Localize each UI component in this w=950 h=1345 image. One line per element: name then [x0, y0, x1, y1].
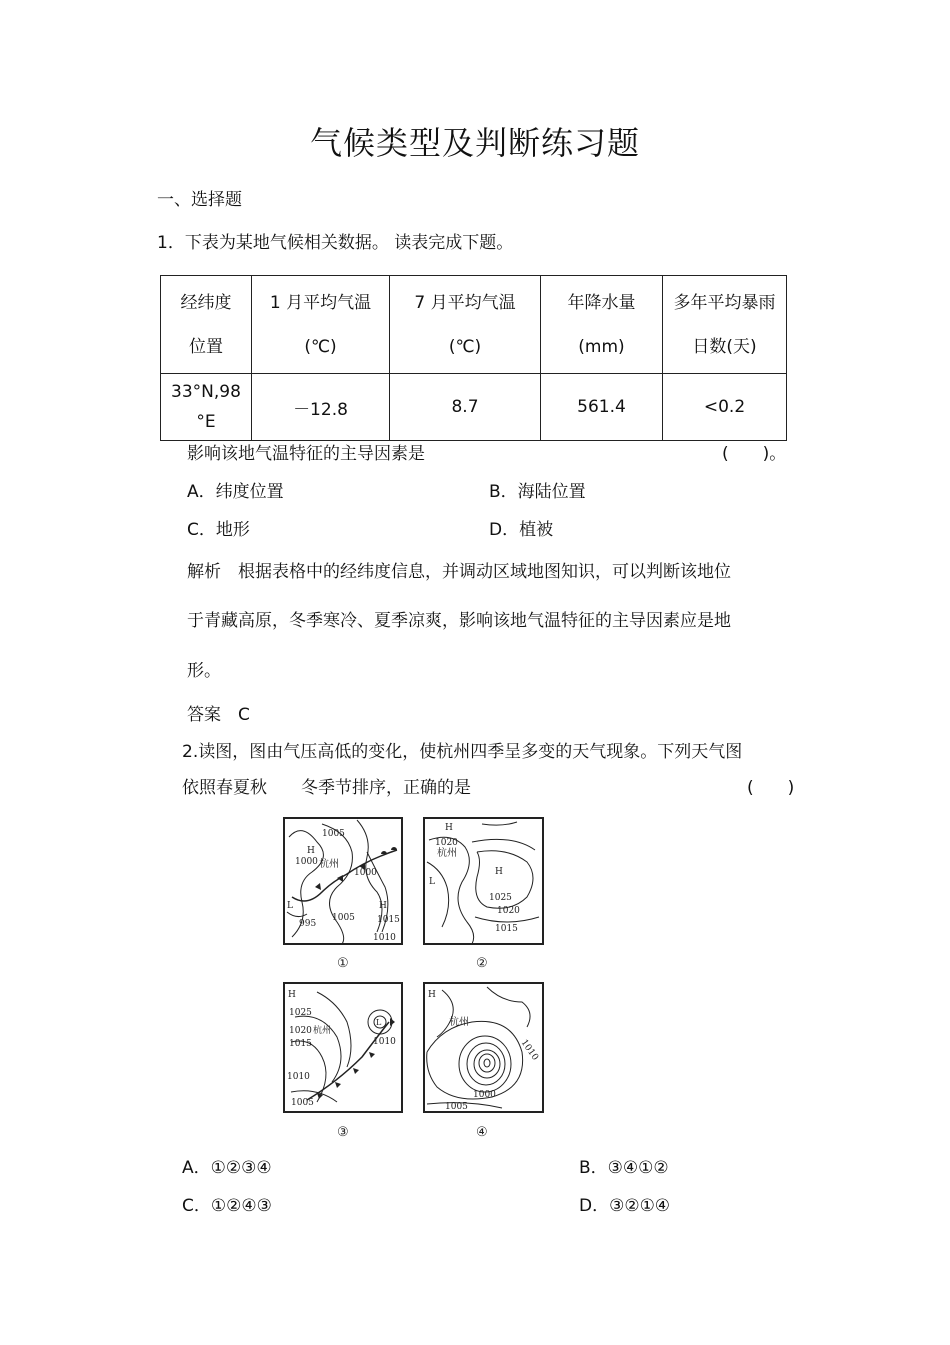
map-label: 1020 — [497, 906, 520, 916]
table-cell: －12.8 — [252, 374, 390, 441]
map-label: 1025 — [289, 1008, 312, 1018]
map-label: 1010 — [373, 933, 396, 943]
table-header-cell: 7 月平均气温 (℃) — [390, 276, 541, 374]
map-label: 1010 — [373, 1037, 396, 1047]
q1-option-b: B．海陆位置 — [489, 482, 586, 502]
map-label: 1005 — [445, 1102, 468, 1112]
q1-analysis-line: 形。 — [187, 661, 221, 681]
q1-stem: 1．下表为某地气候相关数据。 读表完成下题。 — [157, 233, 514, 253]
map-label: 1000 — [295, 857, 318, 867]
q2-option-d: D．③②①④ — [579, 1196, 671, 1216]
map-label: H — [428, 990, 436, 1000]
map-label: L — [429, 877, 435, 887]
map-label: 1020 — [435, 838, 458, 848]
table-header-row — [161, 276, 787, 374]
table-cell: <0.2 — [663, 374, 787, 441]
map-label: 1005 — [322, 829, 345, 839]
q2-option-c: C．①②④③ — [182, 1196, 272, 1216]
weather-map-3 — [284, 983, 402, 1140]
map-label: L — [287, 901, 293, 911]
map-label: 995 — [299, 919, 317, 929]
map-label: 1025 — [489, 893, 512, 903]
table-header-cell: 多年平均暴雨 日数(天) — [663, 276, 787, 374]
weather-map-4 — [424, 983, 543, 1140]
q2-stem-line: 依照春夏秋 冬季节排序，正确的是 — [182, 778, 471, 798]
table-cell: 561.4 — [541, 374, 663, 441]
map-label: 1015 — [289, 1039, 312, 1049]
q1-answer-paren: ( )。 — [722, 444, 787, 464]
map-caption: ④ — [476, 1125, 488, 1140]
map-label: L — [376, 1018, 382, 1027]
weather-map-1 — [284, 818, 402, 971]
map-label: H — [307, 846, 315, 856]
map-label: 1015 — [495, 924, 518, 934]
climate-data-table — [160, 275, 787, 441]
q1-analysis-line: 于青藏高原，冬季寒冷、夏季凉爽，影响该地气温特征的主导因素应是地 — [187, 611, 731, 631]
table-cell: 8.7 — [390, 374, 541, 441]
map-label: H — [379, 901, 387, 911]
q1-option-a: A．纬度位置 — [187, 482, 284, 502]
weather-map-2 — [424, 818, 543, 971]
table-header-cell: 1 月平均气温 (℃) — [252, 276, 390, 374]
map-label: 1015 — [377, 915, 400, 925]
weather-maps-figure — [277, 812, 550, 1142]
map-label: 1010 — [518, 1037, 540, 1063]
map-label: 1005 — [291, 1098, 314, 1108]
q2-stem-line: 2.读图，图由气压高低的变化，使杭州四季呈多变的天气现象。下列天气图 — [182, 742, 743, 762]
map-label: 1000 — [473, 1090, 496, 1100]
map-caption: ② — [476, 956, 488, 971]
q2-answer-paren: ( ) — [747, 778, 795, 798]
page-title: 气候类型及判断练习题 — [309, 124, 640, 162]
map-label: 杭州 — [319, 859, 339, 870]
q1-question: 影响该地气温特征的主导因素是 — [187, 444, 425, 464]
map-label: 1000 — [354, 868, 377, 878]
q1-option-d: D．植被 — [489, 520, 554, 540]
map-label: 1020 — [289, 1026, 312, 1036]
q2-option-a: A．①②③④ — [182, 1158, 272, 1178]
map-caption: ① — [337, 956, 349, 971]
table-row — [161, 374, 787, 441]
table-cell: 33°N,98 °E — [161, 374, 252, 441]
map-label: 杭州 — [449, 1017, 469, 1028]
map-label: H — [445, 823, 453, 833]
map-label: 杭州 — [437, 848, 457, 859]
section-heading: 一、选择题 — [157, 190, 242, 210]
map-label: 杭州 — [313, 1026, 332, 1036]
q1-answer: 答案 C — [187, 705, 250, 725]
map-label: 1005 — [332, 913, 355, 923]
map-label: H — [495, 867, 503, 877]
q1-analysis-line: 解析 根据表格中的经纬度信息，并调动区域地图知识，可以判断该地位 — [187, 562, 731, 582]
table-header-cell: 年降水量 (mm) — [541, 276, 663, 374]
map-label: H — [288, 990, 296, 1000]
table-header-cell: 经纬度 位置 — [161, 276, 252, 374]
q1-option-c: C．地形 — [187, 520, 250, 540]
map-label: 1010 — [287, 1072, 310, 1082]
map-caption: ③ — [337, 1125, 349, 1140]
q2-option-b: B．③④①② — [579, 1158, 669, 1178]
